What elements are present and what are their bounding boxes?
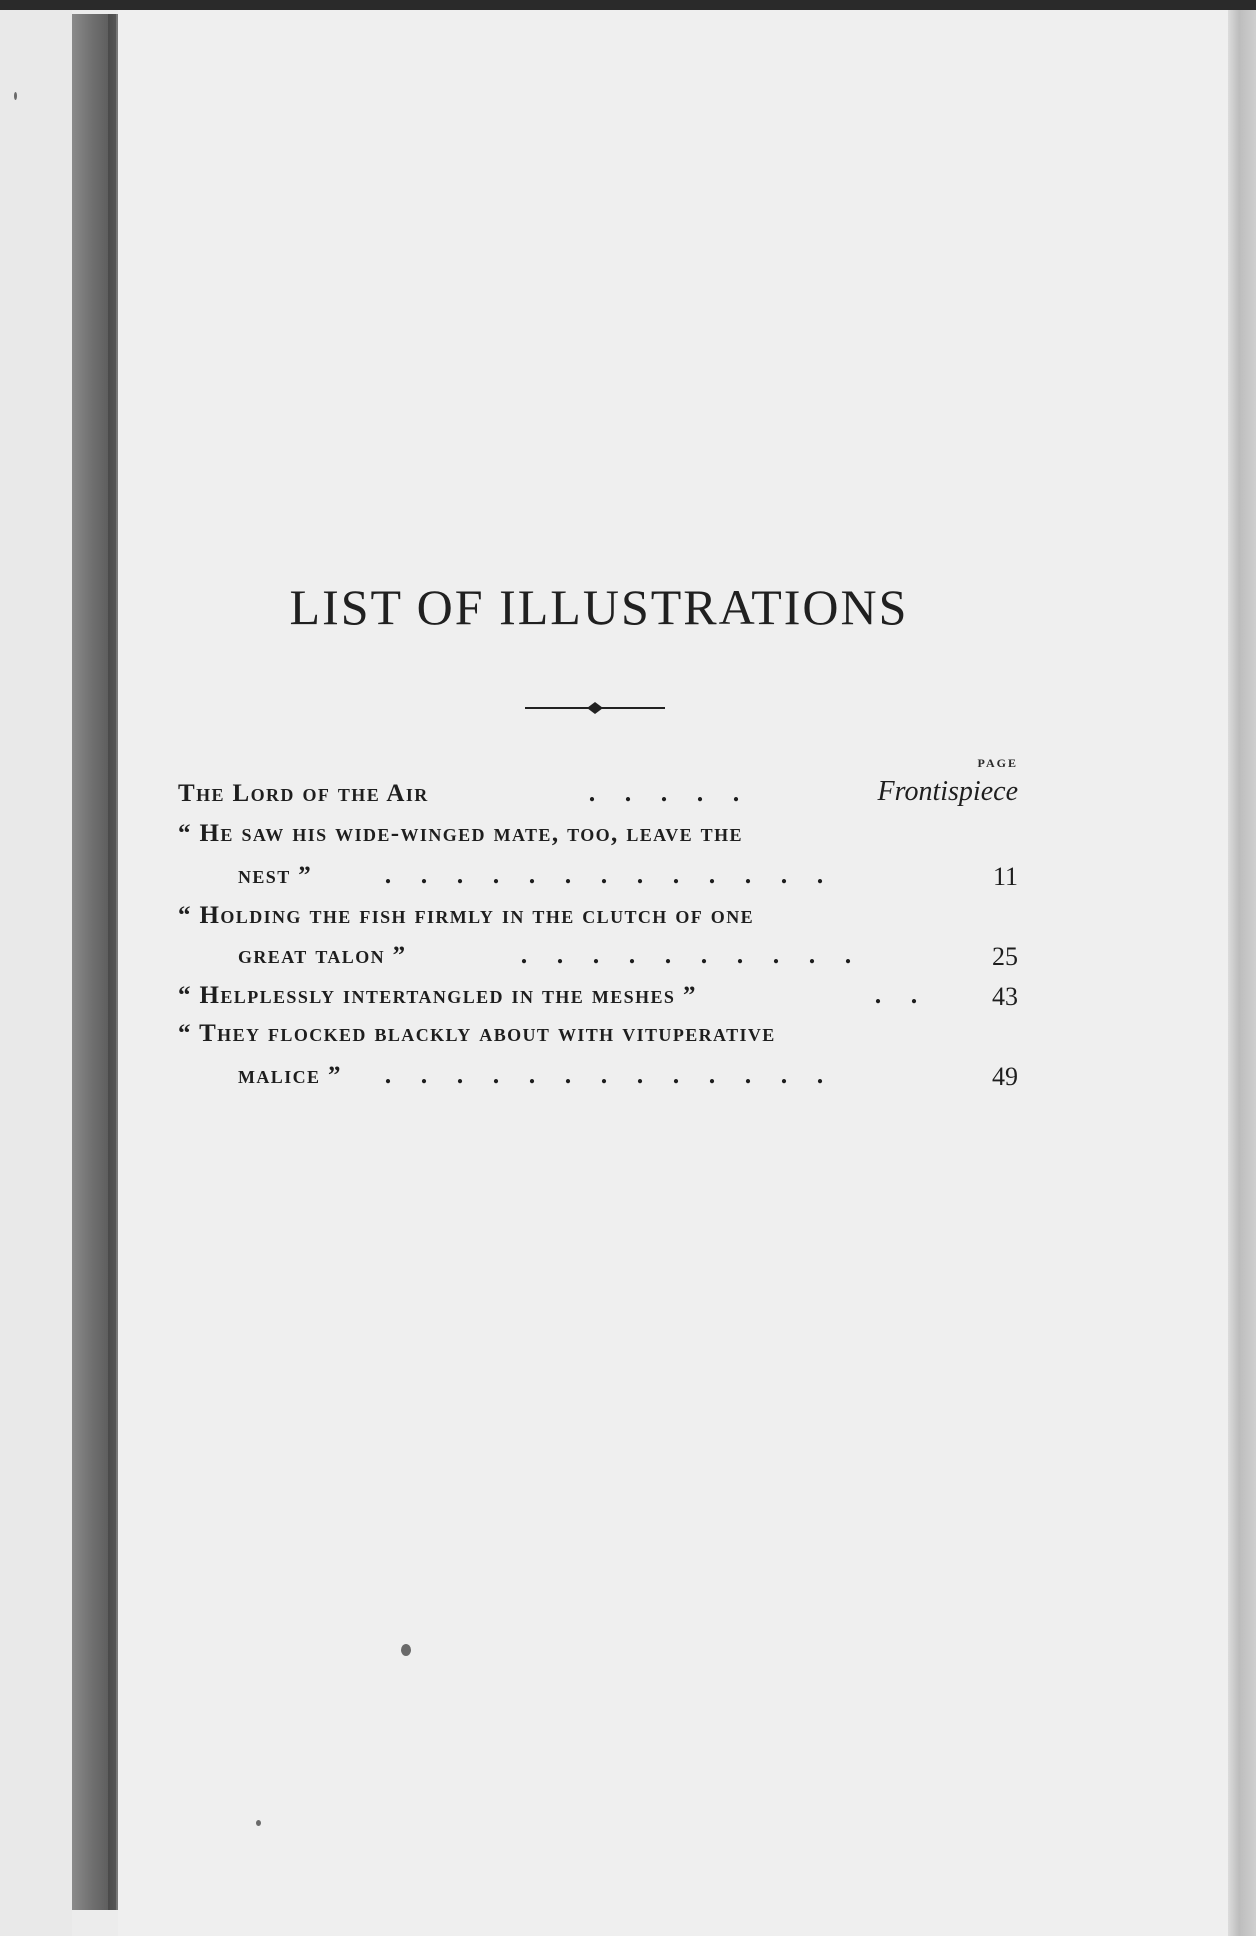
illustration-entry-title: “ Holding the fish firmly in the clutch of one: [178, 902, 754, 929]
illustration-page-number: 49: [992, 1062, 1018, 1091]
page-stack-edge: [1228, 10, 1256, 1936]
dot-leader: . . . . . . . . . . . . .: [384, 860, 824, 889]
illustration-entry-title: “ He saw his wide-winged mate, too, leave the: [178, 820, 743, 847]
page-title: LIST OF ILLUSTRATIONS: [289, 579, 909, 635]
paper-speck: [401, 1644, 411, 1656]
illustration-entry-title: “ Helplessly intertangled in the meshes ”: [178, 982, 697, 1009]
facing-page-edge: [0, 10, 72, 1936]
dot-leader: . . . . . . . . . . . . .: [384, 1060, 824, 1089]
paper-speck: [14, 92, 17, 100]
illustration-page-number: 25: [992, 942, 1018, 971]
dot-leader: . . . . . . . . . .: [520, 940, 852, 969]
illustration-page-number: 43: [992, 982, 1018, 1011]
page-column-header: PAGE: [977, 756, 1018, 770]
illustration-entry-continuation: malice ”: [238, 1062, 342, 1089]
illustration-entry-continuation: nest ”: [238, 862, 313, 889]
illustration-entry-title: “ They flocked blackly about with vituperative: [178, 1020, 776, 1047]
spine-shadow: [108, 14, 116, 1910]
illustration-page-number: Frontispiece: [877, 776, 1018, 807]
paper-speck: [256, 1820, 261, 1826]
illustration-page-number: 11: [992, 862, 1018, 891]
dot-leader: . . . . .: [588, 778, 740, 807]
scan-top-edge: [0, 0, 1256, 10]
illustration-entry-title: The Lord of the Air: [178, 780, 429, 807]
ornament-rule: [525, 700, 665, 716]
page-surface: [118, 10, 1228, 1936]
dot-leader: . .: [874, 980, 918, 1009]
illustration-entry-continuation: great talon ”: [238, 942, 407, 969]
